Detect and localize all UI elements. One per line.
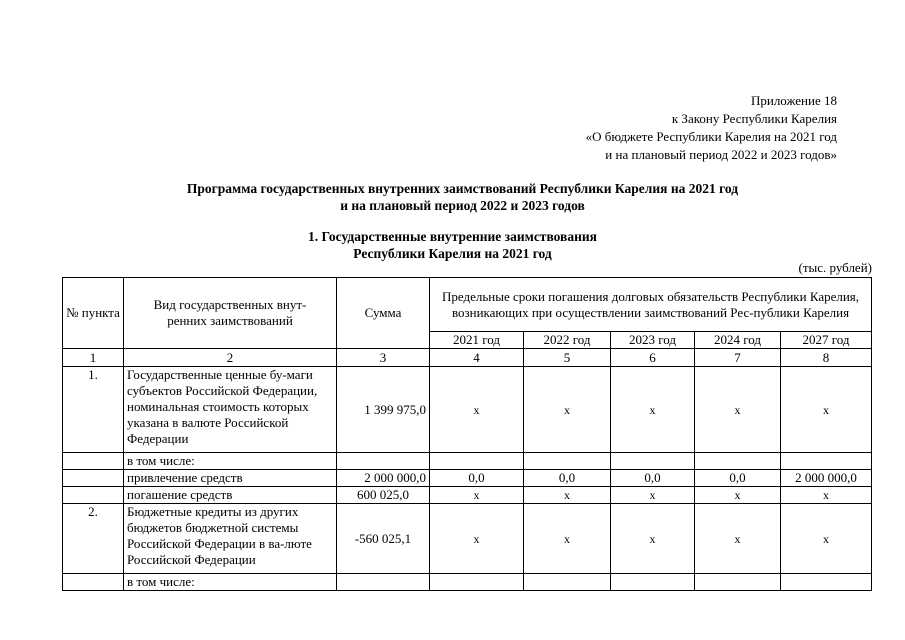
row-sum <box>337 453 430 470</box>
table-row <box>63 470 872 487</box>
row-number: 1. <box>63 367 124 453</box>
document-title-line-1: Программа государственных внутренних заимствований Республики Карелия на 2021 год <box>186 181 739 196</box>
row-value <box>611 574 695 591</box>
column-number: 3 <box>337 349 430 367</box>
row-sum: 1 399 975,0 <box>337 367 430 453</box>
section-title-line-1: 1. Государственные внутренние заимствования <box>308 229 597 244</box>
appendix-header <box>586 92 837 164</box>
row-value <box>695 453 781 470</box>
header-year: 2023 год <box>611 332 695 349</box>
row-value <box>781 574 872 591</box>
row-value: х <box>695 487 781 504</box>
row-value: х <box>611 487 695 504</box>
document-title <box>0 180 905 214</box>
section-title-line-2: Республики Карелия на 2021 год <box>353 246 552 261</box>
column-number: 6 <box>611 349 695 367</box>
header-year: 2021 год <box>430 332 524 349</box>
row-kind: Бюджетные кредиты из других бюджетов бюджетной системы Российской Федерации в ва-люте Российской Федерации <box>124 504 337 574</box>
appendix-line-4: и на плановый период 2022 и 2023 годов» <box>605 147 837 162</box>
header-sum: Сумма <box>337 278 430 349</box>
row-number: 2. <box>63 504 124 574</box>
row-value: 0,0 <box>611 470 695 487</box>
row-value: 0,0 <box>524 470 611 487</box>
appendix-line-3: «О бюджете Республики Карелия на 2021 год <box>585 129 837 144</box>
row-value: х <box>695 367 781 453</box>
row-value: х <box>781 487 872 504</box>
row-kind: погашение средств <box>124 487 337 504</box>
row-value <box>781 453 872 470</box>
row-value: 2 000 000,0 <box>781 470 872 487</box>
row-kind: Государственные ценные бу-маги субъектов Российской Федерации, номинальная стоимость которых указана в валюте Российской Федерации <box>124 367 337 453</box>
header-borrowing-kind: Вид государственных внут-ренних заимствований <box>124 278 337 349</box>
row-number <box>63 574 124 591</box>
column-number: 8 <box>781 349 872 367</box>
table-row <box>63 574 872 591</box>
row-kind: привлечение средств <box>124 470 337 487</box>
row-value <box>695 574 781 591</box>
row-number <box>63 453 124 470</box>
row-value <box>430 574 524 591</box>
header-repayment-terms: Предельные сроки погашения долговых обязательств Республики Карелия, возникающих при осуществлении заимствований Рес-публики Карелия <box>430 278 872 332</box>
row-value: х <box>781 367 872 453</box>
row-value: х <box>430 504 524 574</box>
row-sum: 600 025,0 <box>337 487 430 504</box>
row-value: х <box>430 487 524 504</box>
column-number-row <box>63 349 872 367</box>
row-number <box>63 470 124 487</box>
row-kind: в том числе: <box>124 574 337 591</box>
row-value <box>430 453 524 470</box>
table-row <box>63 504 872 574</box>
row-value: х <box>524 487 611 504</box>
column-number: 7 <box>695 349 781 367</box>
column-number: 5 <box>524 349 611 367</box>
row-sum: 2 000 000,0 <box>337 470 430 487</box>
table-row <box>63 487 872 504</box>
column-number: 4 <box>430 349 524 367</box>
header-year: 2022 год <box>524 332 611 349</box>
row-value: 0,0 <box>695 470 781 487</box>
row-number <box>63 487 124 504</box>
header-item-number: № пункта <box>63 278 124 349</box>
row-value: х <box>430 367 524 453</box>
row-value: х <box>781 504 872 574</box>
column-number: 1 <box>63 349 124 367</box>
row-sum <box>337 574 430 591</box>
row-value: х <box>524 504 611 574</box>
row-sum: -560 025,1 <box>337 504 430 574</box>
units-label: (тыс. рублей) <box>798 260 872 275</box>
row-value: 0,0 <box>430 470 524 487</box>
appendix-line-2: к Закону Республики Карелия <box>671 111 837 126</box>
appendix-line-1: Приложение 18 <box>750 93 837 108</box>
header-year: 2027 год <box>781 332 872 349</box>
row-kind: в том числе: <box>124 453 337 470</box>
row-value: х <box>524 367 611 453</box>
section-title <box>0 228 905 262</box>
document-title-line-2: и на плановый период 2022 и 2023 годов <box>340 198 585 213</box>
row-value: х <box>611 504 695 574</box>
row-value: х <box>611 367 695 453</box>
borrowings-table <box>62 277 872 591</box>
table-row <box>63 367 872 453</box>
row-value: х <box>695 504 781 574</box>
header-year: 2024 год <box>695 332 781 349</box>
row-value <box>524 453 611 470</box>
row-value <box>611 453 695 470</box>
row-value <box>524 574 611 591</box>
column-number: 2 <box>124 349 337 367</box>
table-row <box>63 453 872 470</box>
